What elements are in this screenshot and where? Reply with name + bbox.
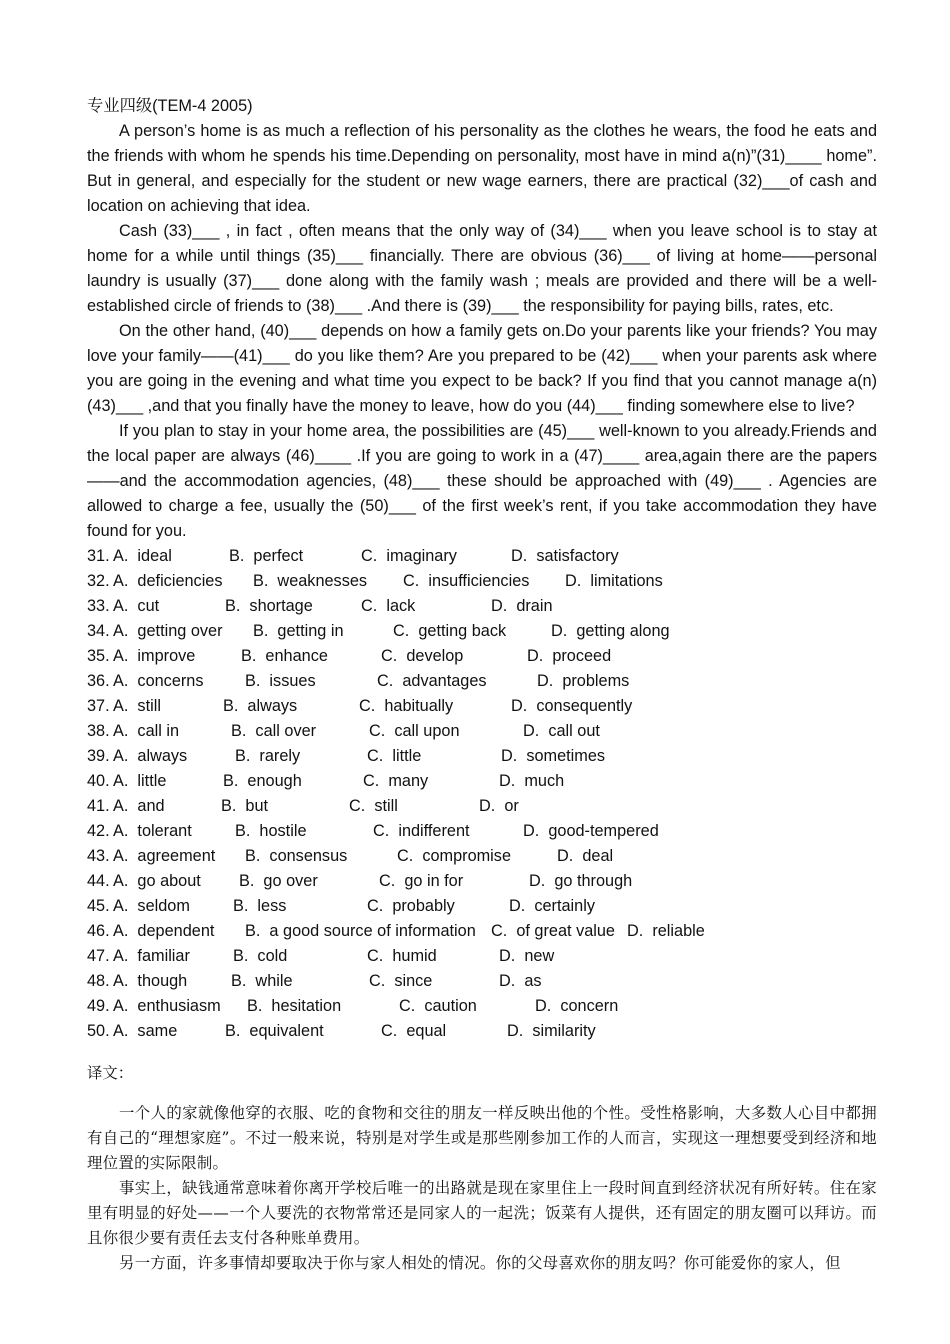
option-d: D. concern xyxy=(535,997,619,1015)
option-a: A. ideal xyxy=(113,547,172,565)
option-b: B. rarely xyxy=(235,747,301,765)
question-item xyxy=(87,844,877,869)
option-d: D. consequently xyxy=(511,697,633,715)
question-item xyxy=(87,769,877,794)
question-list xyxy=(87,544,877,1044)
question-number: 43. xyxy=(87,847,110,865)
question-number: 37. xyxy=(87,697,110,715)
option-a: A. little xyxy=(113,772,167,790)
option-a: A. go about xyxy=(113,872,201,890)
option-a: A. always xyxy=(113,747,188,765)
option-d: D. call out xyxy=(523,722,600,740)
option-c: C. go in for xyxy=(379,872,464,890)
option-c: C. imaginary xyxy=(361,547,457,565)
question-item xyxy=(87,694,877,719)
option-b: B. getting in xyxy=(253,622,344,640)
option-a: A. call in xyxy=(113,722,180,740)
option-b: B. call over xyxy=(231,722,317,740)
passage-paragraph: If you plan to stay in your home area, the possibilities are (45)___ well-known to you already.Friends and the local paper are always (46)____ .If you are going to work in a (47)____ area,again there are the papers——and the accommodation agencies, (48)___ these should be approached with (49)___ . Agencies are allowed to charge a fee, usually the (50)___ of the first week’s rent, if you take accommodation they have found for you. xyxy=(87,422,877,540)
option-c: C. habitually xyxy=(359,697,454,715)
option-d: D. drain xyxy=(491,597,553,615)
question-number: 34. xyxy=(87,622,110,640)
option-c: C. lack xyxy=(361,597,416,615)
option-c: C. insufficiencies xyxy=(403,572,530,590)
option-d: D. problems xyxy=(537,672,630,690)
option-b: B. a good source of information xyxy=(245,922,476,940)
option-a: A. seldom xyxy=(113,897,190,915)
option-b: B. consensus xyxy=(245,847,348,865)
option-b: B. while xyxy=(231,972,293,990)
option-d: D. go through xyxy=(529,872,633,890)
option-b: B. hesitation xyxy=(247,997,342,1015)
option-d: D. limitations xyxy=(565,572,663,590)
question-item xyxy=(87,744,877,769)
option-b: B. always xyxy=(223,697,298,715)
question-number: 45. xyxy=(87,897,110,915)
option-b: B. perfect xyxy=(229,547,304,565)
option-b: B. but xyxy=(221,797,269,815)
question-number: 49. xyxy=(87,997,110,1015)
option-c: C. still xyxy=(349,797,398,815)
passage-paragraph: A person’s home is as much a reflection of his personality as the clothes he wears, the food he eats and the friends with whom he spends his time.Depending on personality, most have in mind a(n)”(31)____ home”. But in general, and especially for the student or new wage earners, there are practical (32)___of cash and location on achieving that idea. xyxy=(87,122,877,215)
option-c: C. getting back xyxy=(393,622,507,640)
question-number: 42. xyxy=(87,822,110,840)
question-item xyxy=(87,719,877,744)
question-item xyxy=(87,619,877,644)
question-item xyxy=(87,594,877,619)
question-item xyxy=(87,944,877,969)
option-d: D. proceed xyxy=(527,647,612,665)
question-item xyxy=(87,669,877,694)
translation-paragraph: 一个人的家就像他穿的衣服、吃的食物和交往的朋友一样反映出他的个性。受性格影响，大多数人心目中都拥有自己的“理想家庭”。不过一般来说，特别是对学生或是那些刚参加工作的人而言，实现这一理想要受到经济和地理位置的实际限制。 xyxy=(87,1104,877,1173)
option-c: C. advantages xyxy=(377,672,487,690)
option-c: C. little xyxy=(367,747,422,765)
option-b: B. cold xyxy=(233,947,288,965)
exam-heading: 专业四级(TEM-4 2005) xyxy=(87,97,253,115)
option-b: B. equivalent xyxy=(225,1022,324,1040)
option-b: B. weaknesses xyxy=(253,572,368,590)
question-item xyxy=(87,919,877,944)
question-item xyxy=(87,569,877,594)
option-d: D. getting along xyxy=(551,622,670,640)
document-page xyxy=(87,94,877,1276)
question-number: 40. xyxy=(87,772,110,790)
option-c: C. since xyxy=(369,972,433,990)
option-d: D. or xyxy=(479,797,519,815)
option-c: C. call upon xyxy=(369,722,460,740)
option-b: B. hostile xyxy=(235,822,307,840)
question-number: 44. xyxy=(87,872,110,890)
question-number: 41. xyxy=(87,797,110,815)
question-number: 38. xyxy=(87,722,110,740)
question-item xyxy=(87,869,877,894)
option-b: B. less xyxy=(233,897,287,915)
question-item xyxy=(87,1019,877,1044)
question-number: 50. xyxy=(87,1022,110,1040)
option-d: D. satisfactory xyxy=(511,547,619,565)
option-d: D. deal xyxy=(557,847,614,865)
option-a: A. tolerant xyxy=(113,822,192,840)
option-d: D. much xyxy=(499,772,565,790)
option-c: C. develop xyxy=(381,647,464,665)
question-item xyxy=(87,994,877,1019)
question-item xyxy=(87,969,877,994)
option-d: D. sometimes xyxy=(501,747,606,765)
question-number: 39. xyxy=(87,747,110,765)
question-number: 32. xyxy=(87,572,110,590)
option-c: C. of great value xyxy=(491,922,615,940)
option-b: B. go over xyxy=(239,872,318,890)
option-d: D. certainly xyxy=(509,897,595,915)
option-c: C. caution xyxy=(399,997,477,1015)
passage-paragraph: On the other hand, (40)___ depends on how a family gets on.Do your parents like your friends? You may love your family——(41)___ do you like them? Are you prepared to be (42)___ when your parents ask where you are going in the evening and what time you expect to be back? If you find that you cannot manage a(n) (43)___ ,and that you finally have the money to leave, how do you (44)___ finding somewhere else to live? xyxy=(87,322,877,415)
option-a: A. same xyxy=(113,1022,178,1040)
option-a: A. and xyxy=(113,797,165,815)
option-a: A. agreement xyxy=(113,847,216,865)
option-b: B. enough xyxy=(223,772,302,790)
option-b: B. issues xyxy=(245,672,316,690)
question-number: 36. xyxy=(87,672,110,690)
question-item xyxy=(87,644,877,669)
question-item xyxy=(87,794,877,819)
option-a: A. familiar xyxy=(113,947,190,965)
option-c: C. compromise xyxy=(397,847,511,865)
option-a: A. cut xyxy=(113,597,160,615)
option-b: B. enhance xyxy=(241,647,328,665)
option-a: A. deficiencies xyxy=(113,572,223,590)
question-number: 33. xyxy=(87,597,110,615)
translation-title: 译文： xyxy=(87,1064,134,1082)
option-c: C. indifferent xyxy=(373,822,470,840)
option-a: A. still xyxy=(113,697,161,715)
question-item xyxy=(87,894,877,919)
option-c: C. equal xyxy=(381,1022,447,1040)
option-a: A. though xyxy=(113,972,188,990)
passage xyxy=(87,119,877,544)
option-a: A. getting over xyxy=(113,622,223,640)
option-d: D. reliable xyxy=(627,922,705,940)
option-a: A. concerns xyxy=(113,672,204,690)
option-b: B. shortage xyxy=(225,597,313,615)
option-a: A. enthusiasm xyxy=(113,997,221,1015)
question-number: 46. xyxy=(87,922,110,940)
question-item xyxy=(87,819,877,844)
option-a: A. improve xyxy=(113,647,196,665)
question-number: 31. xyxy=(87,547,110,565)
translation-paragraph: 事实上，缺钱通常意味着你离开学校后唯一的出路就是现在家里住上一段时间直到经济状况有所好转。住在家里有明显的好处——一个人要洗的衣物常常还是同家人的一起洗；饭菜有人提供，还有固定的朋友圈可以拜访。而且你很少要有责任去支付各种账单费用。 xyxy=(87,1179,877,1248)
passage-paragraph: Cash (33)___ , in fact , often means that the only way of (34)___ when you leave school is to stay at home for a while until things (35)___ financially. There are obvious (36)___ of living at home——personal laundry is usually (37)___ done along with the family wash ; meals are provided and there will be a well-established circle of friends to (38)___ .And there is (39)___ the responsibility for paying bills, rates, etc. xyxy=(87,222,877,315)
question-number: 47. xyxy=(87,947,110,965)
option-c: C. humid xyxy=(367,947,437,965)
option-d: D. new xyxy=(499,947,555,965)
option-d: D. similarity xyxy=(507,1022,596,1040)
option-d: D. good-tempered xyxy=(523,822,659,840)
question-number: 35. xyxy=(87,647,110,665)
translation-section xyxy=(87,1061,877,1276)
option-d: D. as xyxy=(499,972,542,990)
translation-paragraph: 另一方面，许多事情却要取决于你与家人相处的情况。你的父母喜欢你的朋友吗？你可能爱你的家人，但 xyxy=(119,1254,841,1273)
question-item xyxy=(87,544,877,569)
option-c: C. probably xyxy=(367,897,455,915)
option-c: C. many xyxy=(363,772,429,790)
option-a: A. dependent xyxy=(113,922,215,940)
question-number: 48. xyxy=(87,972,110,990)
